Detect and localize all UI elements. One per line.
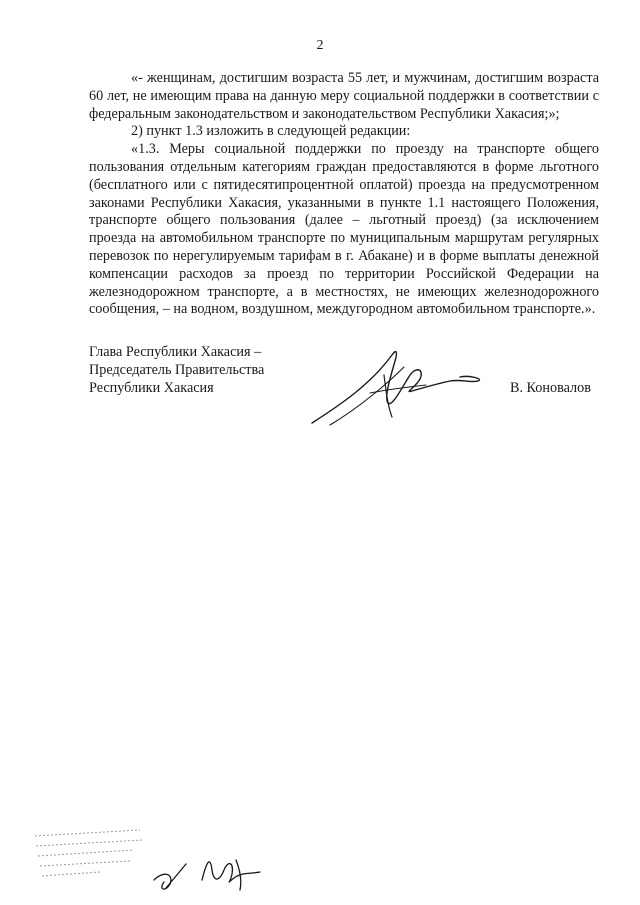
body-paragraph-3: «1.3. Меры социальной поддержки по проезду на транспорте общего пользования отдельным категориям граждан предоставляются в форме льготного (бесплатного или с пятидесятипроцентной оплатой) проезда на предусмотренном законами Республики Хакасия, указанными в пункте 1.1 настоящего Положения, транспорте общего пользования (далее – льготный проезд) (за исключением проезда на автомобильном транспорте по муниципальным маршрутам регулярных перевозок по нерегулируемым тарифам в г. Абакане) и в форме выплаты денежной компенсации расходов за проезд по территории Российской Федерации на железнодорожном транспорте, а в местностях, не имеющих железнодорожного сообщения, – на водном, воздушном, междугородном автомобильном транспорте.». <box>89 141 599 318</box>
signature-scribble <box>300 345 490 430</box>
page-number: 2 <box>316 38 324 53</box>
body-paragraph-1: «- женщинам, достигшим возраста 55 лет, и мужчинам, достигшим возраста 60 лет, не имеющим права на данную меру социальной поддержки в соответствии с федеральным законодательством и законодательством Республики Хакасия;»; <box>89 70 599 122</box>
signatory-position-line-1: Глава Республики Хакасия – <box>89 344 262 360</box>
faint-stamp-marks <box>30 820 170 880</box>
signatory-position <box>89 344 264 397</box>
signatory-position-line-3: Республики Хакасия <box>89 379 214 396</box>
document-body <box>89 70 599 319</box>
approval-stamp <box>30 820 170 885</box>
signatory-name: В. Коновалов <box>510 380 591 396</box>
handwritten-initials <box>150 840 290 905</box>
initials-scribble <box>150 840 290 900</box>
handwritten-signature <box>300 345 490 435</box>
body-paragraph-2: 2) пункт 1.3 изложить в следующей редакции: <box>131 123 411 140</box>
signatory-position-line-2: Председатель Правительства <box>89 361 265 378</box>
